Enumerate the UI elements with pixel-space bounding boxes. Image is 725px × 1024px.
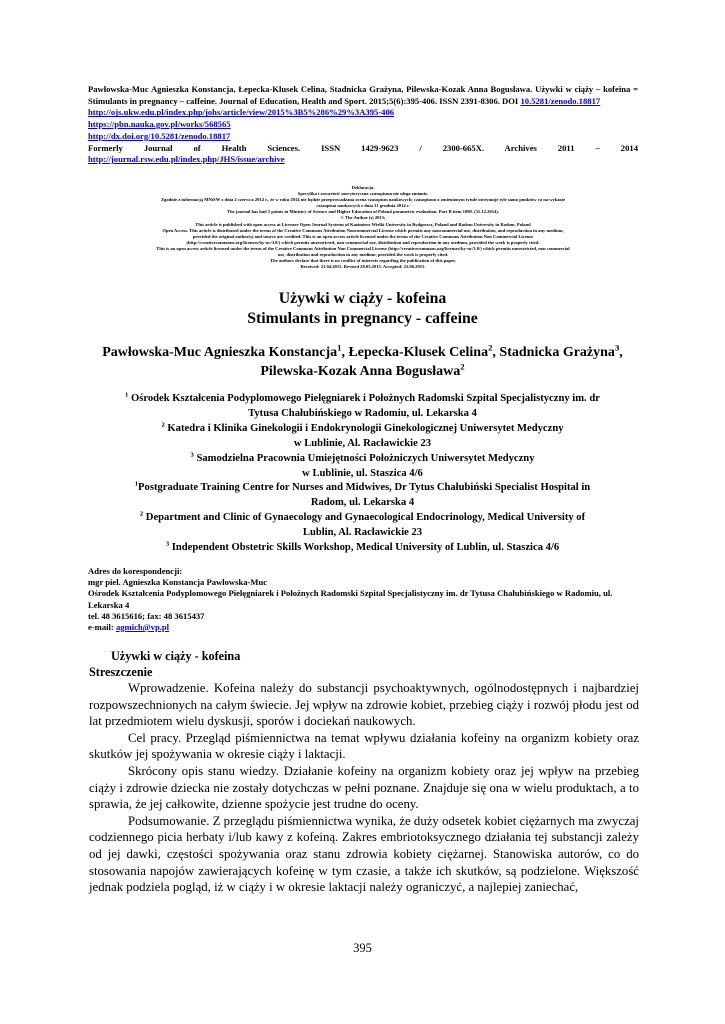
affiliations-block — [80, 392, 645, 556]
declaration-line: use, distribution and reproduction in any medium, provided the work is properly cited. — [277, 252, 449, 258]
pbn-link[interactable]: https://pbn.nauka.gov.pl/works/568565 — [88, 119, 231, 130]
affiliation-sup: 3 — [165, 540, 170, 548]
affiliation-line: Samodzielna Pracownia Umiejętności Położniczych Uniwersytet Medyczny — [196, 452, 535, 464]
declaration-line: © The Author (s) 2015; — [340, 215, 386, 221]
citation-text: Pawłowska-Muc Agnieszka Konstancja, Łepecka-Klusek Celina, Stadnicka Grażyna, Pilewska-Kozak Anna Bogusława. Używki w ciąży – kofeina = Stimulants in pregnancy – caffeine. Journal of Education, Health and Sport. 2015;5(6):395-406. ISSN 2391-8306. DOI 10.5281/zenodo.18817 — [88, 84, 638, 106]
affiliation-sup: 2 — [139, 510, 144, 518]
title-polish: Używki w ciąży - kofeina — [278, 290, 447, 307]
dx-doi-link[interactable]: http://dx.doi.org/10.5281/zenodo.18817 — [88, 130, 231, 141]
authors-block: Pawłowska-Muc Agnieszka Konstancja$^1$, Łepecka-Klusek Celina$^2$, Stadnicka Grażyna$^3$, Pilewska-Kozak Anna Bogusława$^2$ — [102, 342, 623, 379]
email-link[interactable]: agmich@vp.pl — [115, 622, 170, 633]
declaration-line: provided the original author(s) and source are credited. This is an open access article licensed under the terms of the Creative Commons Attribution Non Commercial License — [192, 233, 534, 239]
declaration-line: Open Access. This article is distributed under the terms of the Creative Commons Attribution Noncommercial License which permits any noncommercial use, distribution, and reproduction in any medium, — [162, 227, 564, 233]
declaration-line: This article is published with open access at Licensee Open Journal Systems of Kazimierz Wielki University in Bydgoszcz, Poland and Radom University in Radom, Poland — [195, 221, 531, 227]
affiliation-sup: 1 — [125, 391, 129, 399]
correspondence-block — [88, 566, 638, 633]
affiliation-line: Independent Obstetric Skills Workshop, Medical University of Lublin, ul. Staszica 4/6 — [171, 542, 560, 554]
affiliation-line: Lublin, Al. Racławickie 23 — [302, 527, 423, 539]
ojs-link[interactable]: http://ojs.ukw.edu.pl/index.php/johs/article/view/2015%3B5%286%29%3A395-406 — [88, 107, 395, 118]
declaration-line: (http://creativecommons.org/licenses/by-nc/3.0/) which permits unrestricted, non commercial use, distribution and reproduction in any medium, provided the work is properly cited. — [186, 239, 540, 245]
author-affiliation-sup: 2 — [460, 361, 465, 372]
correspondence-name: mgr piel. Agnieszka Konstancja Pawłowska-Muc — [88, 577, 268, 588]
archive-link[interactable]: http://journal.rsw.edu.pl/index.php/JHS/issue/archive — [88, 154, 285, 165]
affiliation-sup: 2 — [161, 421, 165, 429]
abstract-paragraph: Skrócony opis stanu wiedzy. Działanie kofeiny na organizm kobiety oraz jej wpływ na przebieg ciąży i zdrowie dziecka nie zostały dotychczas w pełni poznane. Znajduje się ona w wielu produktach, a to sprawia, że jej całkowite, dzienne spożycie jest trudne do oceny. — [89, 763, 639, 812]
formerly-note: Formerly Journal of Health Sciences. ISSN 1429-9623 / 2300-665X. Archives 2011 – 2014 — [88, 142, 638, 153]
declaration-line: The authors declare that there is no conflict of interests regarding the publication of this paper. — [270, 258, 456, 264]
declaration-line: This is an open access article licensed under the terms of the Creative Commons Attribution Non Commercial License (http://creativecommons.org/licenses/by-nc/3.0/) which permits unrestricted, non commercial — [156, 245, 570, 251]
affiliation-line: w Lublinie, Al. Racławickie 23 — [293, 437, 432, 449]
affiliation-line: Katedra i Klinika Ginekologii i Endokrynologii Ginekologicznej Uniwersytet Medyczny — [167, 422, 564, 434]
declaration-line: Deklaracja. — [351, 185, 375, 190]
citation-block — [88, 84, 638, 166]
affiliation-line: Ośrodek Kształcenia Podyplomowego Pielęgniarek i Położnych Radomski Szpital Specjalistyczny im. dr — [130, 393, 600, 404]
affiliation-line: Radom, ul. Lekarska 4 — [310, 497, 415, 509]
abstract-paragraph: Wprowadzenie. Kofeina należy do substancji psychoaktywnych, ogólnodostępnych i najbardziej rozpowszechnionych na całym świecie. Jej wpływ na zdrowie kobiet, przebieg ciąży i rozwój płodu jest od lat przedmiotem wielu dyskusji, sporów i dociekań naukowych. — [89, 681, 639, 729]
declaration-line: The journal has had 5 points in Ministry of Science and Higher Education of Poland parametric evaluation. Part B item 1089. (31.12.2014). — [227, 209, 499, 215]
author-affiliation-sup: 1 — [337, 342, 342, 353]
correspondence-phone: tel. 48 3615616; fax: 48 3615437 — [88, 610, 205, 621]
page-number: 395 — [353, 941, 372, 955]
declaration-line: Specyfika i zawartość merytoryczna czasopisma nie ulega zmianie. — [297, 191, 429, 197]
affiliation-line: Tytusa Chałubińskiego w Radomiu, ul. Lekarska 4 — [248, 407, 477, 419]
abstract-paragraph: Cel pracy. Przegląd piśmiennictwa na temat wpływu działania kofeiny na organizm kobiety oraz skutków jej spożywania w okresie ciąży i laktacji. — [89, 730, 639, 762]
declaration-line: Received: 21.04.2015. Revised 28.05.2015. Accepted: 22.06.2015. — [300, 264, 426, 270]
declaration-line: Zgodnie z informacją MNiSW z dnia 2 czerwca 2014 r., że w roku 2014 nie będzie przeprowadzana ocena czasopism naukowych; czasopismo o zmienionym tytule otrzymuje tyle samo punktów co na wykazie — [160, 197, 566, 203]
affiliation-sup: 1 — [134, 480, 139, 488]
doi-link[interactable]: 10.5281/zenodo.18817 — [520, 95, 601, 106]
correspondence-address: Ośrodek Kształcenia Podyplomowego Pielęgniarek i Położnych Radomski Szpital Specjalistyczny im. dr Tytusa Chałubińskiego w Radomiu, ul. Lekarska 4 — [88, 588, 613, 610]
author-name: Stadnicka Grażyna — [499, 345, 615, 360]
email-label: e-mail: — [88, 622, 114, 633]
abstract-body — [89, 680, 639, 896]
abstract-heading: Streszczenie — [89, 665, 153, 679]
declaration-line: czasopism naukowych z dnia 31 grudnia 2014 r. — [316, 203, 410, 209]
affiliation-line: w Lublinie, ul. Staszica 4/6 — [302, 467, 423, 479]
declaration-block — [58, 185, 668, 270]
author-affiliation-sup: 3 — [614, 342, 620, 353]
section-title: Używki w ciąży - kofeina — [111, 649, 241, 663]
author-name: Pilewska-Kozak Anna Bogusława — [260, 364, 461, 379]
correspondence-label: Adres do korespondencji: — [88, 566, 183, 576]
affiliation-line: Postgraduate Training Centre for Nurses and Midwives, Dr Tytus Chałubiński Specialist Hospital in — [138, 482, 591, 494]
author-affiliation-sup: 2 — [488, 342, 493, 353]
affiliation-sup: 3 — [190, 451, 194, 459]
title-english: Stimulants in pregnancy - caffeine — [247, 310, 478, 327]
title-block — [60, 289, 665, 329]
author-name: Łepecka-Klusek Celina — [348, 345, 489, 360]
affiliation-line: Department and Clinic of Gynaecology and Gynaecological Endocrinology, Medical University of — [145, 512, 586, 524]
author-name: Pawłowska-Muc Agnieszka Konstancja — [102, 345, 338, 360]
abstract-paragraph: Podsumowanie. Z przeglądu piśmiennictwa wynika, że duży odsetek kobiet ciężarnych ma zwyczaj codziennego picia herbaty i/lub kawy z kofeiną. Zakres embriotoksycznego działania tej substancji zależy od jej dawki, częstości spożywania oraz stanu zdrowia kobiety ciężarnej. Stanowiska autorów, co do stosowania napojów zawierających kofeinę w tym czasie, a także ich skutków, są podzielone. Większość jednak podziela pogląd, iż w ciąży i w okresie laktacji należy ograniczyć, a najlepiej zaniechać, — [89, 813, 639, 895]
